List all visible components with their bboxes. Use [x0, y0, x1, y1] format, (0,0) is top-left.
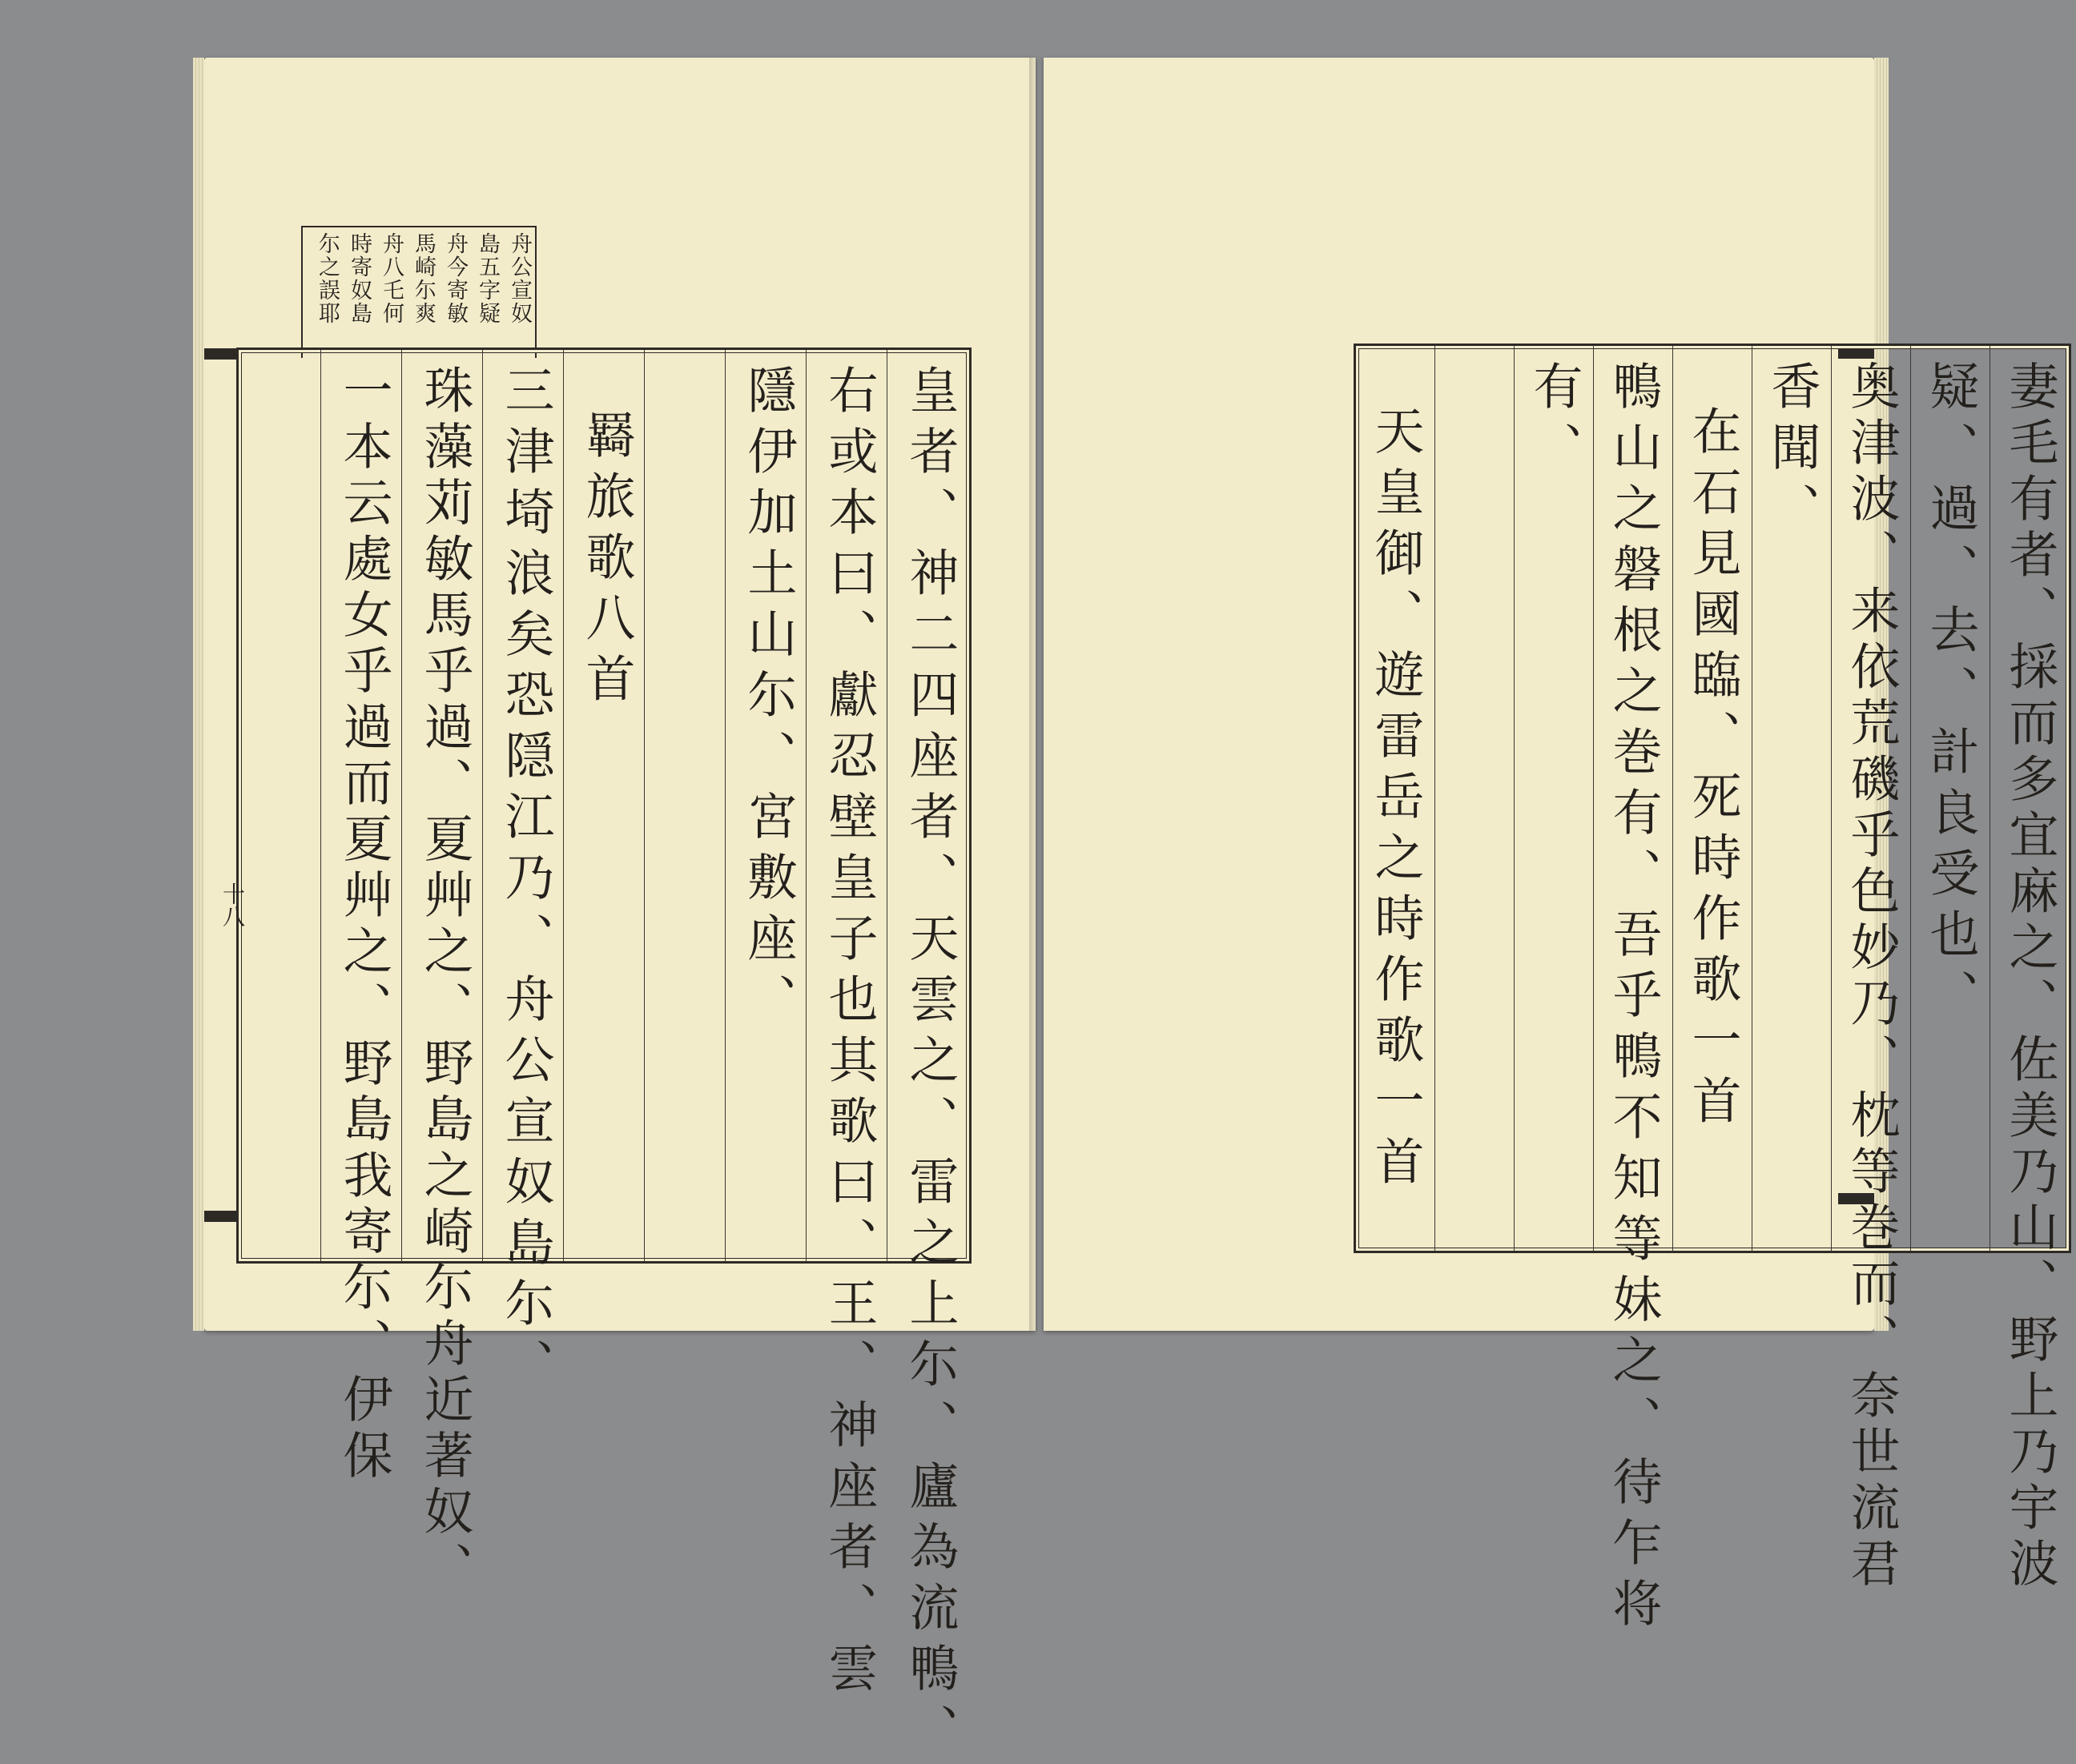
column-rule [806, 350, 807, 1261]
marginal-note-line: 時寄奴島 [347, 232, 372, 325]
text-column: 右或本曰、獻忍壁皇子也其歌曰、王、神座者、雲 [820, 364, 879, 1703]
text-column: 香聞、 [1763, 360, 1821, 543]
column-rule [725, 350, 726, 1261]
column-rule [1672, 346, 1673, 1251]
text-frame-right [1354, 344, 2071, 1638]
marginal-note-box [301, 226, 537, 358]
column-rule [644, 350, 645, 1261]
column-rule [320, 350, 321, 1261]
text-column: 珠藻苅敏馬乎過、夏艸之、野島之崎尓舟近著奴、 [416, 364, 474, 1597]
block-mark [204, 348, 236, 360]
column-rule [1434, 346, 1435, 1251]
marginal-note-line: 舟今寄敏 [443, 232, 468, 325]
column-rule [1831, 346, 1832, 1251]
text-column: 鴨山之磐根之巻有、吾乎鴨不知等妹之、待乍将 [1604, 360, 1663, 1638]
text-column: 三津埼浪矣恐隠江乃、舟公宣奴島尓、 [497, 364, 555, 1399]
open-book [204, 58, 2059, 1764]
column-rule [1514, 346, 1515, 1251]
marginal-note-line: 舟公宣奴 [507, 232, 532, 325]
marginal-note-line: 島五字疑 [475, 232, 500, 325]
left-page [204, 58, 1036, 1764]
section-heading: 在石見國臨、死時作歌一首 [1684, 405, 1742, 1135]
marginal-note-line: 馬崎尓爽 [411, 232, 436, 325]
text-column: 奥津波、来依荒磯乎色妙乃、枕等巻而、奈世流君 [1842, 360, 1901, 1593]
column-rule [1910, 346, 1911, 1251]
section-heading: 羇旅歌八首 [577, 409, 636, 713]
folio-number: 十八 [219, 882, 246, 927]
text-frame-left [236, 348, 972, 1764]
marginal-note-line: 尓之誤耶 [315, 232, 340, 325]
text-column: 妻毛有者、採而多宜麻之、佐美乃山、野上乃宇波 [2001, 360, 2059, 1593]
column-rule [401, 350, 402, 1261]
marginal-note-line: 舟八乇何 [379, 232, 404, 325]
column-rule [1593, 346, 1594, 1251]
block-mark [204, 1211, 236, 1222]
section-heading: 天皇御、遊雷岳之時作歌一首 [1366, 405, 1425, 1196]
text-column: 有、 [1525, 360, 1583, 482]
left-page-edges [193, 58, 204, 1331]
column-rule [563, 350, 564, 1261]
text-column: 一本云處女乎過而夏艸之、野島我寄尓、伊保 [335, 364, 393, 1485]
right-page [1044, 58, 2059, 1638]
column-rule [482, 350, 483, 1261]
text-column: 隱伊加土山尓、宮敷座、 [739, 364, 798, 1034]
text-column: 疑、過、去、計良受也、 [1921, 360, 1980, 1030]
text-column: 皇者、神二四座者、天雲之、雷之上尓、廬為流鴨、 [901, 364, 960, 1764]
